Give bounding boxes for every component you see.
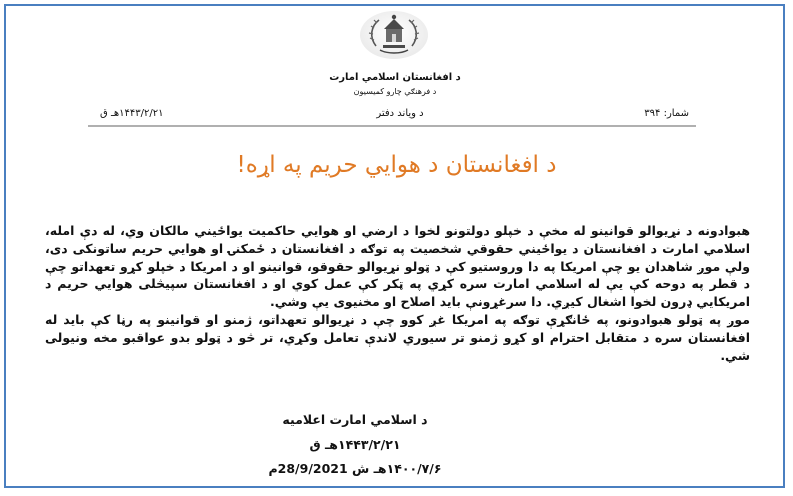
- document-number: شمار: ۳۹۴: [644, 108, 689, 119]
- body-paragraph-2: موږ په ټولو هبوادونو، په ځانګړې توګه په امریکا غږ کوو چې د نړیوالو تعهداتو، ژمنو او قوانینو په رڼا کې باید له افغانستان سره د متقابل احترام او کړو ژمنو تر سیوري لاندې تعامل وکړي، تر څو د ټولو بدو عواقبو مخه ونیولی شي.: [45, 311, 750, 363]
- header-divider: [88, 125, 696, 127]
- signature-solar-gregorian-date: ۱۴۰۰/۷/۶هـ ش 28/9/2021م: [268, 461, 442, 476]
- document-date: ۱۴۴۳/۲/۲۱هـ ق: [100, 108, 164, 119]
- body-paragraph-1: هبوادونه د نړیوالو قوانینو له مخې د خپلو دولتونو لخوا د ارضي او هوايي حاکمیت یواځیني مالکان وي، له دې امله، اسلامي امارت د افغانستان د یواځیني حقوقي شخصیت په توګه د افغانستان د ځمکنۍ او هوايي حریم ساتونکی دی، ولې موږ شاهدان یو چې امریکا په دا وروستیو کې د ټولو نړیوالو حقوقو، قوانینو او د امریکا د خپلو کړو تعهداتو چې د قطر په دوحه کې یې له اسلامي امارت سره کړي په ټکر کې عمل کوي او د افغانستان سپیڅلی هوايي حریم د امریکايي ډرون لخوا اشغال کیږي. دا سرغړونې باید اصلاح او مخنیوی یې وشي.: [45, 223, 750, 310]
- signature-hijri-lunar-date: ۱۴۴۳/۲/۲۱هـ ق: [309, 437, 401, 452]
- office-name: د وياند دفتر: [376, 108, 424, 119]
- statement-body: [45, 222, 750, 364]
- statement-headline: د افغانستان د هوايي حریم په اړه!: [236, 152, 557, 178]
- signature-title: د اسلامي امارت اعلامیه: [282, 412, 428, 427]
- islamic-emirate-emblem-icon: [359, 10, 429, 60]
- issuer-title: د افغانستان اسلامي امارت: [329, 72, 461, 83]
- issuer-subtitle: د فرهنګي چارو کمیسیون: [353, 87, 437, 96]
